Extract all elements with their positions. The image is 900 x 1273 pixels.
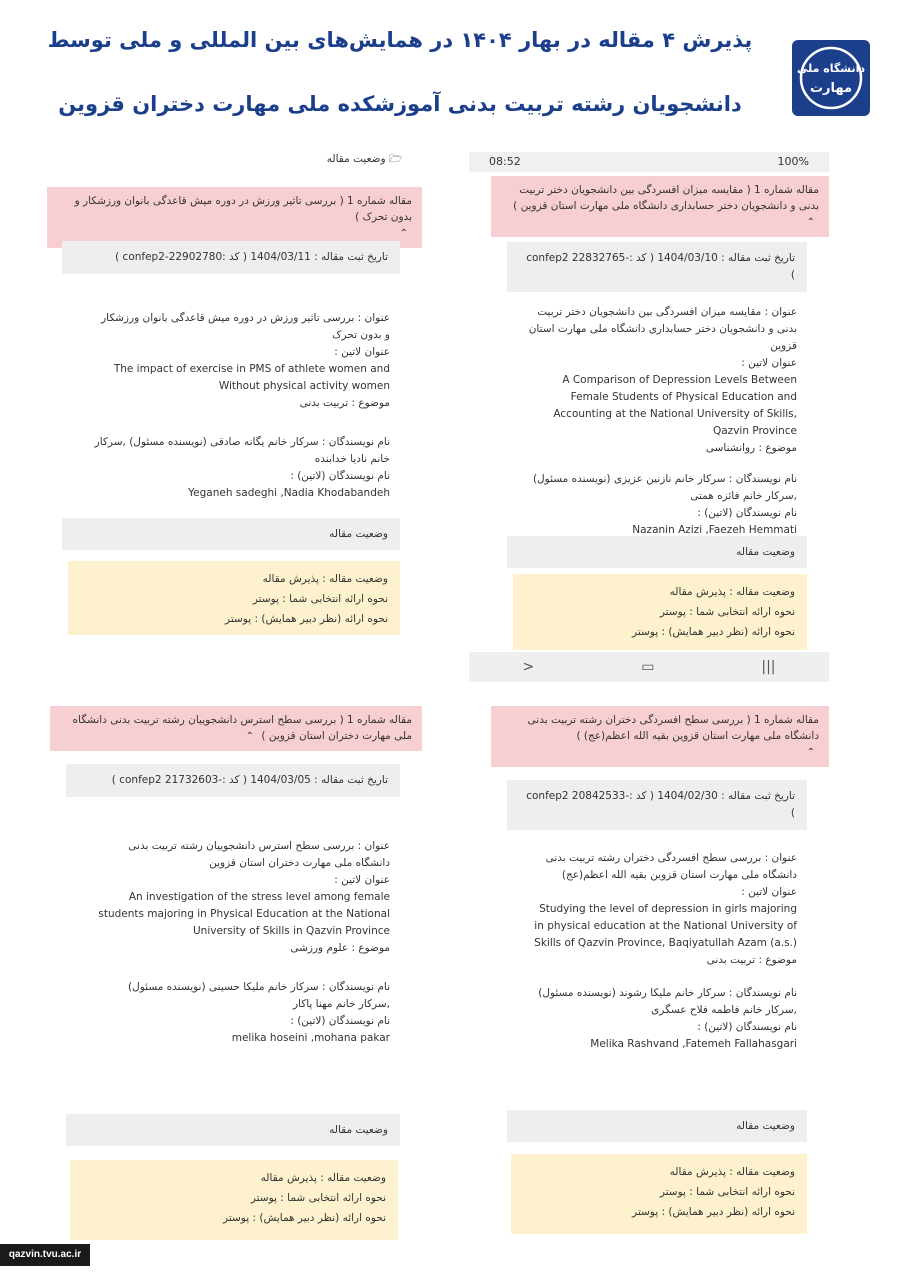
chevron-up-icon[interactable]: ⌃ — [399, 228, 408, 239]
article-header-text: مقاله شماره 1 ( بررسی سطح افسردگی دختران رشته تربیت بدنی دانشگاه ملی مهارت استان قزوین بقیه الله اعظم(عج) ) — [527, 714, 819, 742]
latin-title: An investigation of the stress level among female students majoring in Physical Education at the National University of Skills in Qazvin Province — [98, 891, 390, 937]
article-subject: موضوع : روانشناسی — [705, 442, 797, 454]
authors: نام نویسندگان : سرکار خانم یگانه صادقی (نویسنده مسئول) ,سرکار خانم نادیا خدابنده — [94, 436, 390, 465]
chevron-up-icon[interactable]: ⌃ — [806, 747, 815, 758]
registration-box — [66, 764, 400, 797]
chosen-presentation: نحوه ارائه انتخابی شما : پوستر — [659, 1186, 795, 1198]
registration-box — [507, 242, 807, 292]
status-value: وضعیت مقاله : پذیرش مقاله — [669, 586, 795, 598]
latin-title-label: عنوان لاتین : — [741, 357, 797, 369]
article-header[interactable] — [491, 176, 829, 237]
latin-title: A Comparison of Depression Levels Between Female Students of Physical Education and Accounting at the National University of Skills, Qazvin Province — [553, 374, 797, 437]
latin-title-label: عنوان لاتین : — [334, 874, 390, 886]
authors: نام نویسندگان : سرکار خانم نازنین عزیزی (نویسنده مسئول) ,سرکار خانم فائزه همتی — [532, 473, 797, 502]
article-header-text: مقاله شماره 1 ( مقایسه میزان افسردگی بین دانشجویان دختر تربیت بدنی و دانشجویان دختر حسابداری دانشگاه ملی مهارت استان قزوین ) — [513, 184, 819, 212]
authors-latin-label: نام نویسندگان (لاتین) : — [290, 1015, 390, 1027]
latin-title-label: عنوان لاتین : — [334, 346, 390, 358]
status-section-header: وضعیت مقاله — [62, 518, 400, 550]
article-details — [531, 850, 797, 1053]
final-presentation: نحوه ارائه (نظر دبیر همایش) : پوستر — [632, 1206, 795, 1218]
status-value: وضعیت مقاله : پذیرش مقاله — [262, 573, 388, 585]
status-section-header: وضعیت مقاله — [507, 536, 807, 568]
recent-apps-icon[interactable]: ||| — [761, 659, 776, 675]
logo-text-top: دانشگاه ملی — [796, 62, 866, 75]
status-value: وضعیت مقاله : پذیرش مقاله — [669, 1166, 795, 1178]
registration-box — [507, 780, 807, 830]
university-logo — [790, 38, 872, 118]
status-section-header: وضعیت مقاله — [66, 1114, 400, 1146]
registration-text: تاریخ ثبت مقاله : 1404/03/11 ( کد :confep2-22902780 ) — [115, 251, 388, 263]
article-header[interactable] — [50, 706, 422, 751]
status-box — [511, 1154, 807, 1234]
chosen-presentation: نحوه ارائه انتخابی شما : پوستر — [250, 1192, 386, 1204]
battery-level: 100% — [777, 155, 809, 168]
authors-latin: Melika Rashvand ,Fatemeh Fallahasgari — [590, 1038, 797, 1050]
article-title: عنوان : بررسی سطح استرس دانشجوییان رشته تربیت بدنی دانشگاه ملی مهارت دختران استان قزوین — [128, 840, 390, 869]
article-details — [94, 838, 390, 1047]
article-title: عنوان : بررسی سطح افسردگی دختران رشته تربیت بدنی دانشگاه ملی مهارت استان قزوین بقیه الله اعظم(عج) — [545, 852, 797, 881]
back-icon[interactable]: < — [522, 659, 535, 675]
article-screenshot-2 — [469, 152, 829, 682]
article-screenshot-3 — [22, 706, 422, 1246]
latin-title-label: عنوان لاتین : — [741, 886, 797, 898]
status-box — [70, 1160, 398, 1240]
article-subject: موضوع : تربیت بدنی — [299, 397, 390, 409]
article-details — [94, 310, 390, 502]
final-presentation: نحوه ارائه (نظر دبیر همایش) : پوستر — [223, 1212, 386, 1224]
site-url-badge: qazvin.tvu.ac.ir — [0, 1244, 90, 1266]
authors-latin-label: نام نویسندگان (لاتین) : — [697, 1021, 797, 1033]
authors-latin: Nazanin Azizi ,Faezeh Hemmati — [632, 524, 797, 536]
authors-latin-label: نام نویسندگان (لاتین) : — [290, 470, 390, 482]
article-details — [524, 304, 797, 539]
registration-text: تاریخ ثبت مقاله : 1404/03/10 ( کد :-confep2 22832765 ) — [526, 252, 795, 281]
authors: نام نویسندگان : سرکار خانم ملیکا حسینی (نویسنده مسئول) ,سرکار خانم مهنا پاکار — [128, 981, 390, 1010]
folder-icon: 🗁 — [388, 153, 402, 165]
article-header[interactable] — [47, 187, 422, 248]
article-title: عنوان : مقایسه میزان افسردگی بین دانشجویان دختر تربیت بدنی و دانشجویان دختر حسابداری دانشگاه ملی مهارت استان قزوین — [528, 306, 797, 352]
article-header[interactable] — [491, 706, 829, 767]
authors-latin: melika hoseini ,mohana pakar — [231, 1032, 390, 1044]
registration-text: تاریخ ثبت مقاله : 1404/02/30 ( کد :-confep2 20842533 ) — [526, 790, 795, 819]
chosen-presentation: نحوه ارائه انتخابی شما : پوستر — [252, 593, 388, 605]
authors-latin: Yeganeh sadeghi ,Nadia Khodabandeh — [188, 487, 390, 499]
logo-text-bottom: مهارت — [809, 81, 853, 96]
final-presentation: نحوه ارائه (نظر دبیر همایش) : پوستر — [225, 613, 388, 625]
registration-text: تاریخ ثبت مقاله : 1404/03/05 ( کد :-confep2 21732603 ) — [111, 774, 388, 786]
chevron-up-icon[interactable]: ⌃ — [806, 217, 815, 228]
final-presentation: نحوه ارائه (نظر دبیر همایش) : پوستر — [632, 626, 795, 638]
article-subject: موضوع : علوم ورزشی — [290, 942, 390, 954]
chevron-up-icon[interactable]: ⌃ — [245, 731, 255, 742]
phone-nav-bar — [469, 652, 829, 682]
page-heading-line-1: پذیرش ۴ مقاله در بهار ۱۴۰۴ در همایش‌های بین المللی و ملی توسط — [47, 28, 753, 52]
status-box — [68, 561, 400, 635]
authors: نام نویسندگان : سرکار خانم ملیکا رشوند (نویسنده مسئول) ,سرکار خانم فاطمه فلاح عسگری — [538, 987, 797, 1016]
registration-box — [62, 241, 400, 274]
status-value: وضعیت مقاله : پذیرش مقاله — [260, 1172, 386, 1184]
latin-title: The impact of exercise in PMS of athlete women and Without physical activity women — [113, 363, 390, 392]
status-section-header: وضعیت مقاله — [507, 1110, 807, 1142]
article-header-text: مقاله شماره 1 ( بررسی تاثیر ورزش در دوره میش قاعدگی بانوان ورزشکار و بدون تحرک ) — [74, 195, 412, 223]
status-box — [513, 574, 807, 650]
article-title: عنوان : بررسی تاثیر ورزش در دوره میش قاعدگی بانوان ورزشکار و بدون تحرک — [101, 312, 390, 341]
article-subject: موضوع : تربیت بدنی — [706, 954, 797, 966]
phone-status-bar — [469, 152, 829, 172]
home-icon[interactable]: ▭ — [641, 659, 655, 675]
phone-time: 08:52 — [489, 155, 521, 168]
chosen-presentation: نحوه ارائه انتخابی شما : پوستر — [659, 606, 795, 618]
latin-title: Studying the level of depression in girls majoring in physical education at the National University of Skills of Qazvin Province, Baqiyatullah Azam (a.s.) — [534, 903, 797, 949]
status-top-label: وضعیت مقاله — [326, 153, 386, 165]
article-screenshot-1 — [22, 145, 422, 682]
article-header-text: مقاله شماره 1 ( بررسی سطح استرس دانشجوییان رشته تربیت بدنی دانشگاه ملی مهارت دختران استان قزوین ) — [72, 714, 412, 742]
authors-latin-label: نام نویسندگان (لاتین) : — [697, 507, 797, 519]
article-screenshot-4 — [469, 706, 829, 1246]
page-heading-line-2: دانشجویان رشته تربیت بدنی آموزشکده ملی مهارت دختران قزوین — [58, 92, 742, 116]
